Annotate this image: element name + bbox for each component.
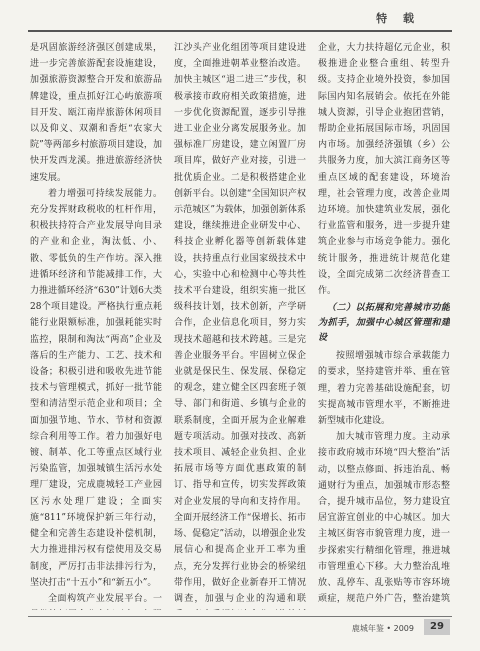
paragraph: 江沙头产业化组团等项目建设进度，全面推进朝革业整治改造。加快主城区“退二进三”步伐，积极承接市政府相关政策措施，进一步优化资源配置，逐步引导推进工业企业分离发展服务业。加强标准厂房建设，建立闲置厂房项目库，做好产业对接，引进一批优质企业。二是积极搭建企业创新平台。以创建“全国知识产权示范城区”为载体，加强创新体系建设，继续推进企业研发中心、科技企业孵化器等创新载体建设，扶持重点行业国家级技术中心，实验中心和检测中心等共性技术平台建设，组织实施一批区级科技计划，技术创新，产学研合作，企业信息化项目，努力实现技术超越和技术跨越。三是完善企业服务平台。牢固树立保企业就是保民生、保发展、保稳定的观念，建立健全区四套班子领导、部门和街道、乡镇与企业的联系制度，全面开展为企业解难题专项活动。加强对技改、高新技术项目、减轻企业负担、企业拓展市场等方面优惠政策的制订、指导和宣传，切实发挥政策对企业发展的导向和支持作用。全面开展经济工作“保增长、拓市场、促稳定”活动，以增强企业发展信心和提高企业开工率为重点，充分发挥行业协会的桥梁纽带作用，做好企业新春开工情况调查，加强与企业的沟通和联 [174, 43, 306, 604]
article-body [30, 40, 450, 610]
column-2 [174, 40, 306, 610]
page-header [0, 0, 480, 34]
header-rule [28, 30, 452, 32]
column-3 [318, 40, 450, 610]
paragraph: 按照增强城市综合承载能力的要求，坚持建管并举、重在管理，着力完善基础设施配套，切实提高城市管理水平，不断推进新型城市化建设。 [318, 351, 450, 427]
publication-name: 鹿城年鉴 • 2009 [351, 624, 414, 633]
paragraph: 是巩固旅游经济强区创建成果，进一步完善旅游配套设施建设，加强旅游资源整合开发和旅游品牌建设，重点抓好江心屿旅游项目开发、瓯江南岸旅游休闲项目以及仰义、双潮和香炬“农家大院”等两部乡村旅游项目建设，加快开发西龙溪。推进旅游经济快速发展。 [30, 43, 162, 183]
paragraph: 企业，大力扶持超亿元企业，积极推进企业整合重组、转型升级。支持企业境外投资，参加国际国内知名展销会。依托在外能城人资源，引导企业抱团营销，帮助企业拓展国际市场，巩固国内市场。加强经济强镇（乡）公共服务力度，加大滨江商务区等重点区域的配套建设，环境治理，社会管理力度，改善企业周边环境。加快建筑业发展，强化行业监管和服务，进一步提升建筑企业参与市场竞争能力。强化统计服务，推进统计规范化建设，全面完成第二次经济普查工作。 [318, 43, 450, 297]
section-title: 特 载 [376, 12, 420, 25]
footer-rule [28, 616, 452, 617]
section-heading: （二）以拓展和完善城市功能为抓手，加强中心城区管理和建设 [318, 303, 450, 344]
page-number: 29 [424, 619, 450, 635]
paragraph: 着力增强可持续发展能力。充分发挥财政税收的杠杆作用，积极扶持符合产业发展导向目录的产业和企业，淘汰低、小、散、零低负的生产作坊。深入推进循环经济和节能减排工作，大力推进循环经济“630”计划6大类28个项目建设。严格执行重点耗能行业限额标准，加强耗能实时监控，限制和淘汰“两高”企业及落后的生产能力、工艺、技术和设备；积极引进和吸收先进节能技术与管理模式，抓好一批节能型和清洁型示范企业和项目；全面加强节地、节水、节材和资源综合利用等工作。着力加强好电镀、制革、化工等重点区域行业污染监管，加强城镇生活污水处理厂建设，完成鹿城轻工产业园区污水处理厂建设；全面实施“811”环境保护新三年行动，健全和完善生态建设补偿机制，大力推进排污权有偿使用及交易制度，严厉打击非法排污行为，坚决打击“十五小”和“新五小”。 [30, 188, 162, 588]
paragraph: 全面构筑产业发展平台。一 [48, 593, 162, 604]
paragraph: 加大城市管理力度。主动承接市政府城市环境“四大整治”活动，以整点修面、拆违治乱、畅通财行为重点，加强城市形态整合，提升城市品位，努力建设宜居宜游宜创业的中心城区。加大主城区街容市貌管理力度，进一步探索实行精细化管理，推进城市管理重心下移。大力整治乱堆放、乱停车、乱张贴等市容环境顽症，规范户外广告，整治建筑 [318, 432, 450, 605]
column-1 [30, 40, 162, 610]
page-footer [0, 616, 480, 646]
